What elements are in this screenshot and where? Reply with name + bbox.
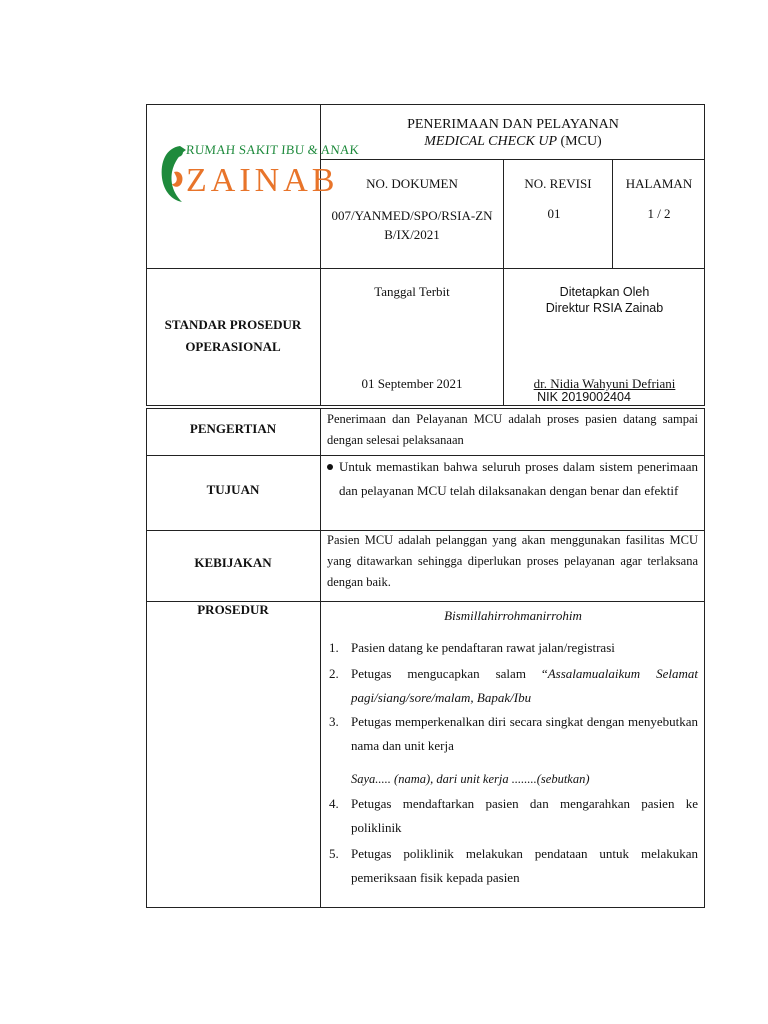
pengertian-label: PENGERTIAN	[189, 421, 277, 436]
logo-text-main: ZAINAB	[186, 162, 339, 199]
halaman-label: HALAMAN	[625, 176, 693, 191]
mother-child-logo-icon	[158, 142, 188, 204]
header-divider-h2	[146, 268, 705, 269]
step-text: Petugas memperkenalkan diri secara singkat dengan menyebutkan nama dan unit kerja	[351, 714, 698, 753]
step-text: Petugas mendaftarkan pasien dan mengarahkan pasien ke poliklinik	[351, 796, 698, 835]
step-number: 1.	[329, 640, 339, 655]
signer-name: dr. Nidia Wahyuni Defriani	[533, 376, 676, 391]
no-dokumen-value: 007/YANMED/SPO/RSIA-ZNB/IX/2021	[331, 208, 493, 242]
step-text: Petugas poliklinik melakukan pendataan untuk melakukan pemeriksaan fisik kepada pasien	[351, 846, 698, 885]
kebijakan-text: Pasien MCU adalah pelanggan yang akan menggunakan fasilitas MCU yang ditawarkan sehingga diperlukan proses pelayanan agar terlaksana dengan baik.	[327, 533, 698, 589]
step-text: Petugas mengucapkan salam “	[351, 666, 548, 681]
ditetapkan-oleh	[504, 284, 705, 316]
step-number: 4.	[329, 796, 339, 811]
prosedur-step	[321, 710, 698, 758]
step-number: 3.	[329, 714, 339, 729]
kebijakan-label: KEBIJAKAN	[194, 555, 272, 570]
spo-label-line-2: OPERASIONAL	[185, 339, 281, 354]
step-number: 5.	[329, 846, 339, 861]
prosedur-step	[321, 636, 698, 660]
title-line-2	[321, 133, 705, 150]
prosedur-example-line: Saya..... (nama), dari unit kerja ........(sebutkan)	[351, 772, 590, 786]
tujuan-text: Untuk memastikan bahwa seluruh proses dalam sistem penerimaan dan pelayanan MCU telah dilaksanakan dengan benar dan efektif	[339, 459, 698, 498]
prosedur-step	[321, 842, 698, 890]
hospital-logo	[158, 138, 360, 208]
prosedur-step	[321, 662, 698, 710]
step-text-italic: Assalamualaikum Selamat pagi/siang/sore/malam, Bapak/Ibu	[351, 666, 698, 705]
spo-label-line-1: STANDAR PROSEDUR	[164, 317, 302, 332]
tanggal-terbit-value: 01 September 2021	[361, 376, 463, 391]
pengertian-text: Penerimaan dan Pelayanan MCU adalah proses pasien datang sampai dengan selesai pelaksanaan	[327, 412, 698, 447]
ditetapkan-line-2: Direktur RSIA Zainab	[545, 301, 664, 315]
title-italic: MEDICAL CHECK UP	[424, 134, 557, 149]
spo-label	[146, 314, 320, 358]
header-divider-h1	[320, 159, 705, 160]
no-revisi-label: NO. REVISI	[524, 176, 592, 191]
no-revisi-value: 01	[547, 206, 561, 221]
prosedur-steps	[321, 636, 698, 890]
step-text: Pasien datang ke pendaftaran rawat jalan/registrasi	[351, 640, 615, 655]
ditetapkan-line-1: Ditetapkan Oleh	[559, 285, 650, 299]
halaman-value: 1 / 2	[647, 206, 671, 221]
prosedur-opening: Bismillahirrohmanirrohim	[444, 608, 582, 623]
prosedur-step	[321, 792, 698, 840]
document-title	[321, 116, 705, 150]
title-suffix: (MCU)	[557, 134, 602, 149]
title-line-1: PENERIMAAN DAN PELAYANAN	[407, 117, 619, 132]
prosedur-label: PROSEDUR	[197, 602, 269, 617]
no-dokumen-label: NO. DOKUMEN	[366, 176, 458, 191]
tanggal-terbit-label: Tanggal Terbit	[374, 284, 450, 299]
tujuan-bullet-icon	[327, 464, 333, 470]
step-number: 2.	[329, 666, 339, 681]
tujuan-label: TUJUAN	[206, 482, 260, 497]
logo-text-top: RUMAH SAKIT IBU & ANAK	[185, 142, 360, 157]
signer-nik: NIK 2019002404	[537, 390, 631, 404]
